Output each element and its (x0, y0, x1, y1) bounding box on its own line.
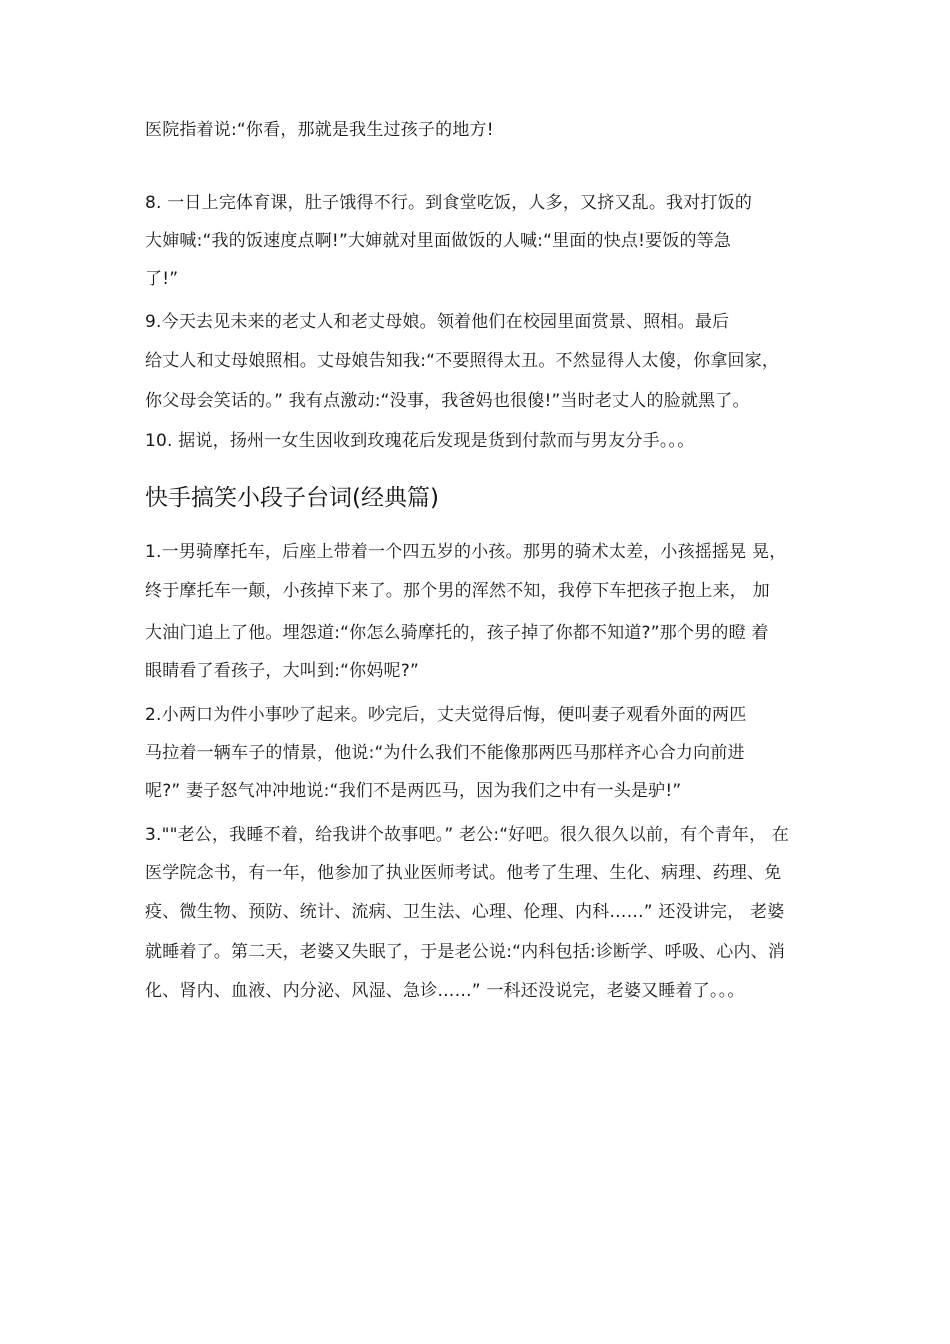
paragraph-line: 医学院念书，有一年，他参加了执业医师考试。他考了生理、生化、病理、药理、免 (145, 863, 782, 883)
paragraph-line: 医院指着说:“你看，那就是我生过孩子的地方! (145, 120, 494, 140)
paragraph-line: 大油门追上了他。埋怨道:“你怎么骑摩托的，孩子掉了你都不知道?”那个男的瞪 着 (145, 623, 769, 643)
paragraph-line: 了!” (145, 269, 179, 289)
paragraph-line: 9.今天去见未来的老丈人和老丈母娘。领着他们在校园里面赏景、照相。最后 (145, 312, 730, 332)
paragraph-line: 就睡着了。第二天，老婆又失眠了，于是老公说:“内科包括:诊断学、呼吸、心内、消 (145, 942, 786, 962)
paragraph-line: 10. 据说，扬州一女生因收到玫瑰花后发现是货到付款而与男友分手。。。 (145, 431, 695, 451)
paragraph-line: 疫、微生物、预防、统计、流病、卫生法、心理、伦理、内科……” 还没讲完， 老婆 (145, 902, 785, 922)
paragraph-line: 1.一男骑摩托车，后座上带着一个四五岁的小孩。那男的骑术太差，小孩摇摇晃 晃， (145, 542, 787, 562)
paragraph-line: 呢?” 妻子怒气冲冲地说:“我们不是两匹马，因为我们之中有一头是驴!” (145, 781, 682, 801)
paragraph-line: 8. 一日上完体育课，肚子饿得不行。到食堂吃饭，人多，又挤又乱。我对打饭的 (145, 193, 753, 213)
paragraph-line: 3.""老公，我睡不着，给我讲个故事吧。” 老公:“好吧。很久很久以前，有个青年， 在 (145, 825, 790, 845)
paragraph-line: 你父母会笑话的。” 我有点激动:“没事，我爸妈也很傻!”当时老丈人的脸就黑了。 (145, 391, 750, 411)
paragraph-line: 眼睛看了看孩子，大叫到:“你妈呢?” (145, 661, 419, 681)
section-heading: 快手搞笑小段子台词(经典篇) (145, 485, 439, 511)
paragraph-line: 2.小两口为件小事吵了起来。吵完后，丈夫觉得后悔，便叫妻子观看外面的两匹 (145, 705, 747, 725)
paragraph-line: 大婶喊:“我的饭速度点啊!”大婶就对里面做饭的人喊:“里面的快点!要饭的等急 (145, 231, 732, 251)
paragraph-line: 马拉着一辆车子的情景，他说:“为什么我们不能像那两匹马那样齐心合力向前进 (145, 743, 745, 763)
paragraph-line: 化、肾内、血液、内分泌、风湿、急诊……” 一科还没说完，老婆又睡着了。。。 (145, 981, 745, 1001)
paragraph-line: 终于摩托车一颠，小孩掉下来了。那个男的浑然不知，我停下车把孩子抱上来， 加 (145, 581, 770, 601)
paragraph-line: 给丈人和丈母娘照相。丈母娘告知我:“不要照得太丑。不然显得人太傻，你拿回家， (145, 351, 780, 371)
